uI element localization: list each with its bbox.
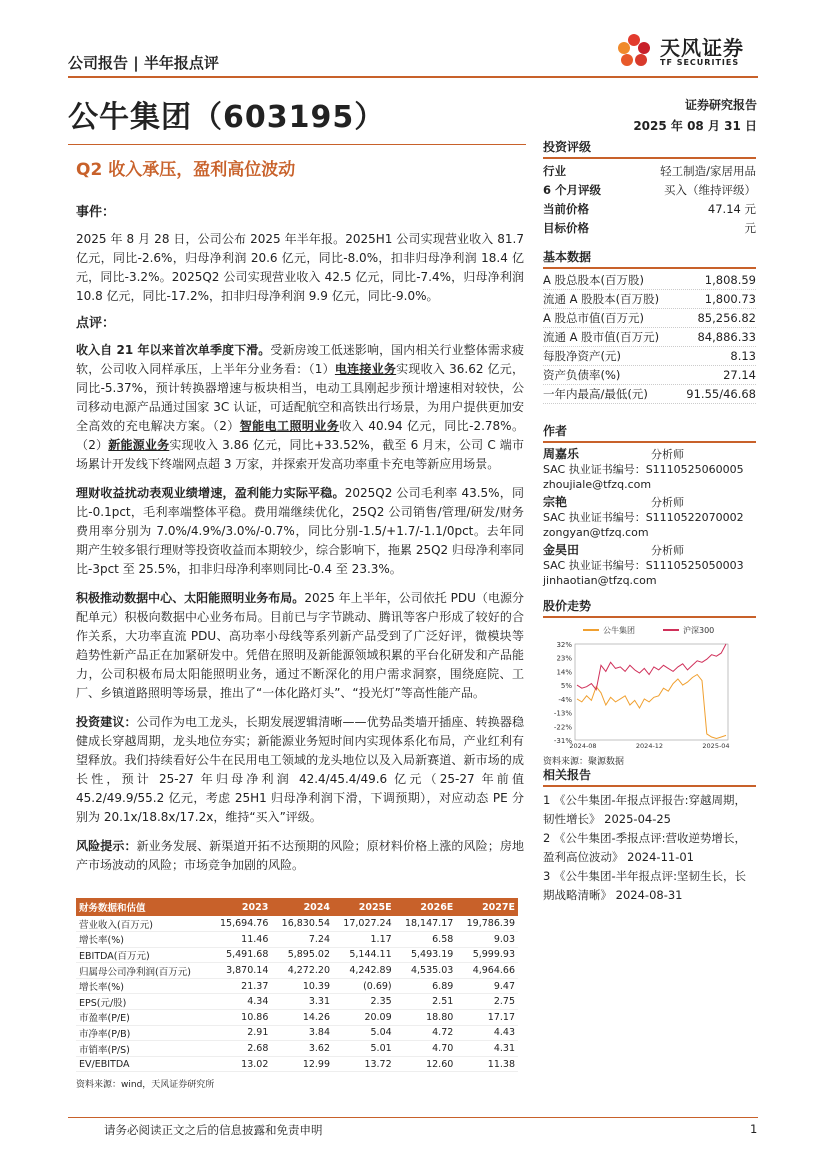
table-cell: 13.72 [333,1056,395,1072]
basic-value: 1,808.59 [704,273,756,287]
table-cell: 4.70 [395,1041,457,1057]
basic-value: 85,256.82 [697,311,756,325]
table-cell: 营业收入(百万元) [76,916,210,932]
rating-value: 买入（维持评级） [664,182,756,197]
basic-key: 每股净资产(元) [543,349,621,363]
rating-box [543,138,756,237]
logo-text-en: TF SECURITIES [660,58,740,67]
legend-label: 沪深300 [683,626,715,635]
y-tick-label: 5% [560,682,572,691]
table-cell: 5,999.93 [456,947,518,963]
basic-key: A 股总市值(百万元) [543,311,644,325]
stock-chart-box [543,597,756,767]
basic-row [543,385,756,404]
author-name: 宗艳 [543,495,568,509]
table-cell: 2.75 [456,994,518,1010]
basic-head: 基本数据 [543,248,756,269]
table-cell: 增长率(%) [76,932,210,948]
table-cell: 2.68 [210,1041,272,1057]
author-cert: SAC 执业证书编号：S1110525060005 [543,463,744,476]
authors-head: 作者 [543,422,756,443]
table-cell: 3.84 [271,1025,333,1041]
table-cell: 3.62 [271,1041,333,1057]
table-cell: 10.39 [271,978,333,994]
flower-icon [612,30,656,70]
table-header-cell: 2026E [395,898,457,916]
table-cell: 9.03 [456,932,518,948]
table-row [76,916,518,932]
financial-table [76,898,518,1072]
table-row [76,1041,518,1057]
basic-key: 流通 A 股股本(百万股) [543,292,660,306]
author-email: jinhaotian@tfzq.com [543,574,657,587]
company-title: 公牛集团（603195） [68,100,386,135]
event-section [76,203,524,875]
table-cell: 4,242.89 [333,963,395,979]
table-row [76,932,518,948]
author-line [543,447,756,462]
table-cell: 5,491.68 [210,947,272,963]
table-header-cell: 2023 [210,898,272,916]
table-cell: 6.58 [395,932,457,948]
table-cell: 11.46 [210,932,272,948]
rating-key: 行业 [543,163,566,178]
basic-value: 27.14 [723,368,756,382]
table-cell: 11.38 [456,1056,518,1072]
rating-row [543,218,756,237]
basic-data-box [543,248,756,404]
table-row [76,1025,518,1041]
y-tick-label: -22% [553,723,572,732]
x-tick-label: 2025-04 [702,742,730,750]
table-row [76,1010,518,1026]
logo-text-cn: 天风证券 [660,36,744,60]
rating-value: 47.14 元 [707,201,756,216]
author-entry [543,543,756,588]
table-cell: 20.09 [333,1010,395,1026]
basic-key: 资产负债率(%) [543,368,621,382]
table-header-cell: 2025E [333,898,395,916]
para-datacenter: 积极推动数据中心、太阳能照明业务布局。2025 年上半年，公司依托 PDU（电源分配单元）积极向数据中心业务布局。目前已与字节跳动、腾讯等客户形成了较好的合作关系，大功率直流 PDU、高功率小母线等系列新产品受到了广泛好评，微模块等趋势性新产品正在加紧研发中。凭借在照明及新能源领域积累的平台化研发和产品能力，公司积极布局太阳能照明业务，通过不断深化的用户需求洞察，围绕庭院、工厂、乡镇道路照明等场景，推出了“一体化路灯头”、“投光灯”等高性能产品。 [76,591,524,700]
authors-box [543,422,756,591]
rating-key: 目标价格 [543,220,589,235]
table-cell: (0.69) [333,978,395,994]
table-cell: 1.17 [333,932,395,948]
series-line-1 [577,644,726,690]
table-row [76,963,518,979]
para-profit: 理财收益扰动表观业绩增速，盈利能力实际平稳。2025Q2 公司毛利率 43.5%，同比-0.1pct，毛利率端整体平稳。费用端继续优化，25Q2 公司销售/管理/研发/财务费用率分别为 7.0%/4.9%/3.0%/-0.7%，同比分别-1.5/+1.7/-1.1/0pct。去年同期产生较多银行理财等投资收益而本期较少，综合影响下，拖累 25Q2 归母净利率同比-3pct 至 25.5%，扣非归母净利率则同比-0.4 至 23.3%。 [76,486,524,576]
table-cell: 归属母公司净利润(百万元) [76,963,210,979]
rating-row [543,180,756,199]
event-text: 2025 年 8 月 28 日，公司公布 2025 年半年报。2025H1 公司实现营业收入 81.7 亿元，同比-2.6%，归母净利润 20.6 亿元，同比-8.0%，扣非归母净利润 18.4 亿元，同比-3.2%。2025Q2 公司实现营业收入 42.5 亿元，同比-7.4%，归母净利润 10.8 亿元，同比-17.2%，扣非归母净利润 9.9 亿元，同比-9.0%。 [76,232,524,303]
report-subtitle: Q2 收入承压，盈利高位波动 [76,160,296,180]
table-row [76,994,518,1010]
table-cell: 17,027.24 [333,916,395,932]
rating-value: 元 [744,220,756,235]
table-cell: 18,147.17 [395,916,457,932]
table-cell: 市销率(P/S) [76,1041,210,1057]
legend-label: 公牛集团 [603,626,635,635]
report-category: 公司报告 | 半年报点评 [68,54,219,72]
table-cell: 21.37 [210,978,272,994]
table-source: 资料来源：wind，天风证券研究所 [76,1080,215,1091]
series-line-0 [577,675,726,739]
basic-key: 流通 A 股市值(百万元) [543,330,660,344]
table-cell: 18.80 [395,1010,457,1026]
related-report-item: 2 《公牛集团-季报点评:营收逆势增长，盈利高位波动》 2024-11-01 [543,831,746,864]
para-invest: 投资建议：公司作为电工龙头，长期发展逻辑清晰——优势品类墙开插座、转换器稳健成长穿越周期，龙头地位夯实；新能源业务短时间内实现体系化布局，产业红利有望释放。我们持续看好公牛在民用电工领域的龙头地位以及入局新赛道、新市场的成长性，预计 25-27 年归母净利润 42.4/45.4/49.6 亿元（25-27 年前值 45.2/49.9/55.2 亿元，考虑 25H1 归母净利润下滑，下调预期），对应动态 PE 分别为 20.1x/18.8x/17.2x，维持“买入”评级。 [76,715,524,824]
financial-table-wrap [76,898,518,1090]
basic-value: 84,886.33 [697,330,756,344]
stock-chart-head: 股价走势 [543,597,756,618]
x-tick-label: 2024-08 [569,742,597,750]
author-cert: SAC 执业证书编号：S1110525050003 [543,559,744,572]
basic-row [543,290,756,309]
y-tick-label: -31% [553,737,572,745]
y-tick-label: 32% [556,641,572,649]
y-tick-label: -4% [558,695,572,704]
table-cell: 12.99 [271,1056,333,1072]
author-cert: SAC 执业证书编号：S1110522070002 [543,511,744,524]
table-cell: 增长率(%) [76,978,210,994]
related-report-item: 1 《公牛集团-年报点评报告:穿越周期，韧性增长》 2025-04-25 [543,793,746,826]
rating-value: 轻工制造/家居用品 [660,163,756,178]
table-cell: 5.04 [333,1025,395,1041]
author-email: zongyan@tfzq.com [543,526,649,539]
table-cell: EV/EBITDA [76,1056,210,1072]
related-head: 相关报告 [543,766,756,787]
basic-row [543,366,756,385]
header-divider [68,76,758,78]
table-cell: EPS(元/股) [76,994,210,1010]
basic-row [543,328,756,347]
basic-value: 1,800.73 [704,292,756,306]
basic-value: 91.55/46.68 [686,387,756,401]
y-tick-label: 23% [556,654,572,663]
table-cell: 16,830.54 [271,916,333,932]
table-header-cell: 2024 [271,898,333,916]
review-title: 点评： [76,316,116,331]
table-cell: 19,786.39 [456,916,518,932]
stock-chart [543,622,756,750]
table-cell: 市盈率(P/E) [76,1010,210,1026]
related-box [543,766,756,905]
table-cell: 9.47 [456,978,518,994]
table-cell: 4.72 [395,1025,457,1041]
page-number: 1 [750,1122,758,1136]
rating-key: 6 个月评级 [543,182,602,197]
table-cell: 5.01 [333,1041,395,1057]
table-cell: 4,964.66 [456,963,518,979]
table-cell: 4,272.20 [271,963,333,979]
table-cell: 2.91 [210,1025,272,1041]
table-cell: 5,895.02 [271,947,333,963]
y-tick-label: -13% [553,709,572,718]
basic-row [543,271,756,290]
author-entry [543,495,756,540]
table-row [76,1056,518,1072]
author-email: zhoujiale@tfzq.com [543,478,652,491]
report-date: 2025 年 08 月 31 日 [633,119,757,133]
para-risk: 风险提示：新业务发展、新渠道开拓不达预期的风险；原材料价格上涨的风险；房地产市场波动的风险；市场竞争加剧的风险。 [76,839,524,872]
table-cell: 4.34 [210,994,272,1010]
table-cell: EBITDA(百万元) [76,947,210,963]
plot-frame [575,644,728,740]
table-cell: 5,144.11 [333,947,395,963]
table-cell: 13.02 [210,1056,272,1072]
author-line [543,543,756,558]
basic-key: A 股总股本(百万股) [543,273,644,287]
rating-head: 投资评级 [543,138,756,159]
related-report-item: 3 《公牛集团-半年报点评:坚韧生长，长期战略清晰》 2024-08-31 [543,869,746,902]
table-header-cell: 财务数据和估值 [76,898,210,916]
rating-row [543,199,756,218]
title-divider [68,144,526,145]
table-cell: 2.51 [395,994,457,1010]
table-cell: 15,694.76 [210,916,272,932]
footer-disclaimer: 请务必阅读正文之后的信息披露和免责申明 [104,1123,323,1137]
tf-logo [612,30,758,70]
table-cell: 4.31 [456,1041,518,1057]
para-revenue: 收入自 21 年以来首次单季度下滑。受新房竣工低迷影响，国内相关行业整体需求疲软，公司收入同样承压，上半年分业务看：（1）电连接业务实现收入 36.62 亿元，同比-5.37%，预计转换器增速与板块相当，电动工具刚起步预计增速相对较快，公司移动电源产品通过国家 3C 认证，可适配航空和高铁出行场景，为用户提供更加安全高效的充电解决方案。（2）智能电工照明业务收入 40.94 亿元，同比-2.78%。（2）新能源业务实现收入 3.86 亿元，同比+33.52%，截至 6 月末，公司 C 端市场累计开发线下终端网点超 3 万家，并探索开发高功率重卡充电等新应用场景。 [76,343,525,471]
author-name: 周嘉乐 [543,447,580,461]
rating-row [543,161,756,180]
table-cell: 7.24 [271,932,333,948]
table-cell: 4.43 [456,1025,518,1041]
table-cell: 5,493.19 [395,947,457,963]
author-name: 金昊田 [543,543,580,557]
table-row [76,947,518,963]
table-cell: 3.31 [271,994,333,1010]
table-cell: 10.86 [210,1010,272,1026]
author-entry [543,447,756,492]
table-cell: 3,870.14 [210,963,272,979]
author-role: 分析师 [651,496,684,509]
table-cell: 14.26 [271,1010,333,1026]
event-title: 事件： [76,205,116,220]
footer-divider [68,1117,758,1118]
table-row [76,978,518,994]
author-role: 分析师 [651,544,684,557]
x-tick-label: 2024-12 [635,742,664,750]
author-line [543,495,756,510]
chart-source: 资料来源：聚源数据 [543,757,625,767]
basic-value: 8.13 [730,349,756,363]
table-cell: 17.17 [456,1010,518,1026]
rating-key: 当前价格 [543,201,589,216]
table-cell: 4,535.03 [395,963,457,979]
author-role: 分析师 [651,448,684,461]
report-type: 证券研究报告 [684,98,757,112]
table-cell: 市净率(P/B) [76,1025,210,1041]
table-cell: 12.60 [395,1056,457,1072]
basic-key: 一年内最高/最低(元) [543,387,648,401]
y-tick-label: 14% [556,668,572,677]
basic-row [543,347,756,366]
table-cell: 6.89 [395,978,457,994]
table-cell: 2.35 [333,994,395,1010]
table-header-cell: 2027E [456,898,518,916]
basic-row [543,309,756,328]
